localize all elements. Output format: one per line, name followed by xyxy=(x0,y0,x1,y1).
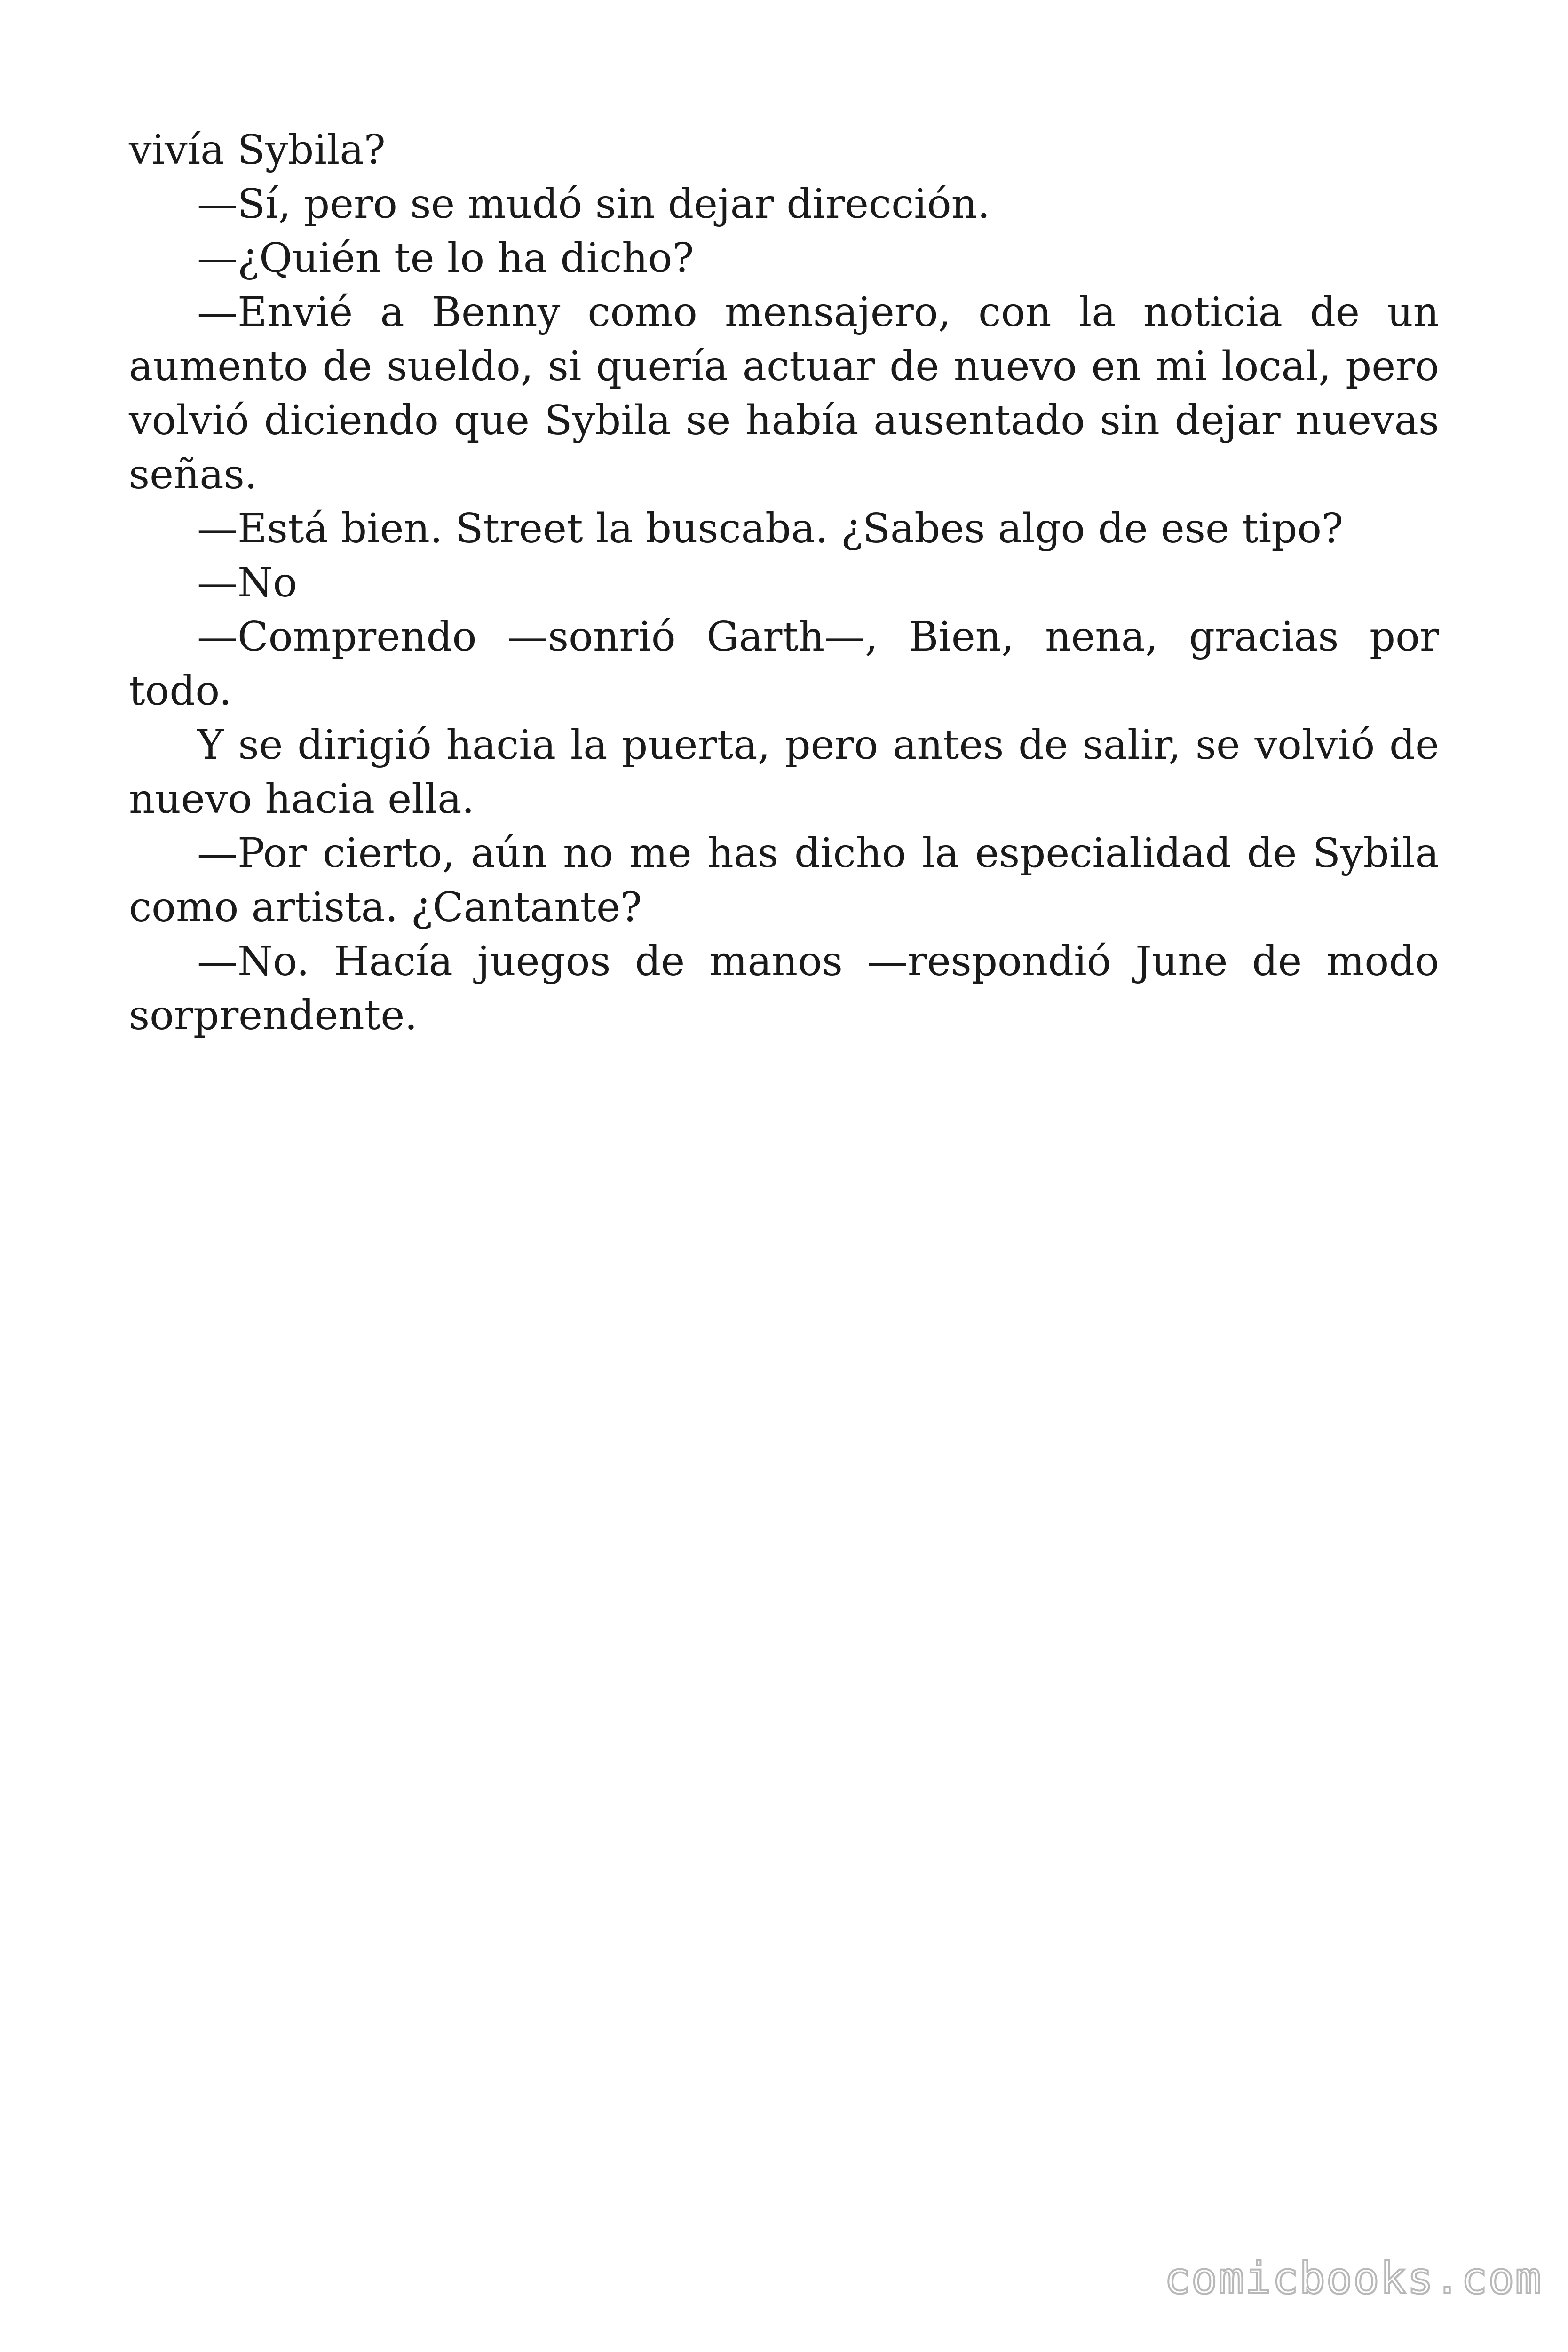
paragraph: Y se dirigió hacia la puerta, pero antes de salir, se volvió de nuevo hacia ella. xyxy=(129,722,1439,823)
paragraph: —Comprendo —sonrió Garth—, Bien, nena, gracias por todo. xyxy=(129,613,1439,715)
paragraph: —Envié a Benny como mensajero, con la noticia de un aumento de sueldo, si quería actuar de nuevo en mi local, pero volvió diciendo que Sybila se había ausentado sin dejar nuevas señas. xyxy=(129,289,1439,498)
paragraph: —¿Quién te lo ha dicho? xyxy=(197,235,694,282)
paragraph: vivía Sybila? xyxy=(129,127,386,174)
paragraph: —Está bien. Street la buscaba. ¿Sabes algo de ese tipo? xyxy=(197,505,1344,552)
paragraph: —Sí, pero se mudó sin dejar dirección. xyxy=(197,181,990,228)
watermark: comicbooks.com xyxy=(1164,2253,1542,2304)
page-body-text xyxy=(129,123,1439,1043)
paragraph: —Por cierto, aún no me has dicho la especialidad de Sybila como artista. ¿Cantante? xyxy=(129,830,1439,931)
paragraph: —No. Hacía juegos de manos —respondió June de modo sorprendente. xyxy=(129,938,1439,1039)
paragraph: —No xyxy=(197,559,298,606)
